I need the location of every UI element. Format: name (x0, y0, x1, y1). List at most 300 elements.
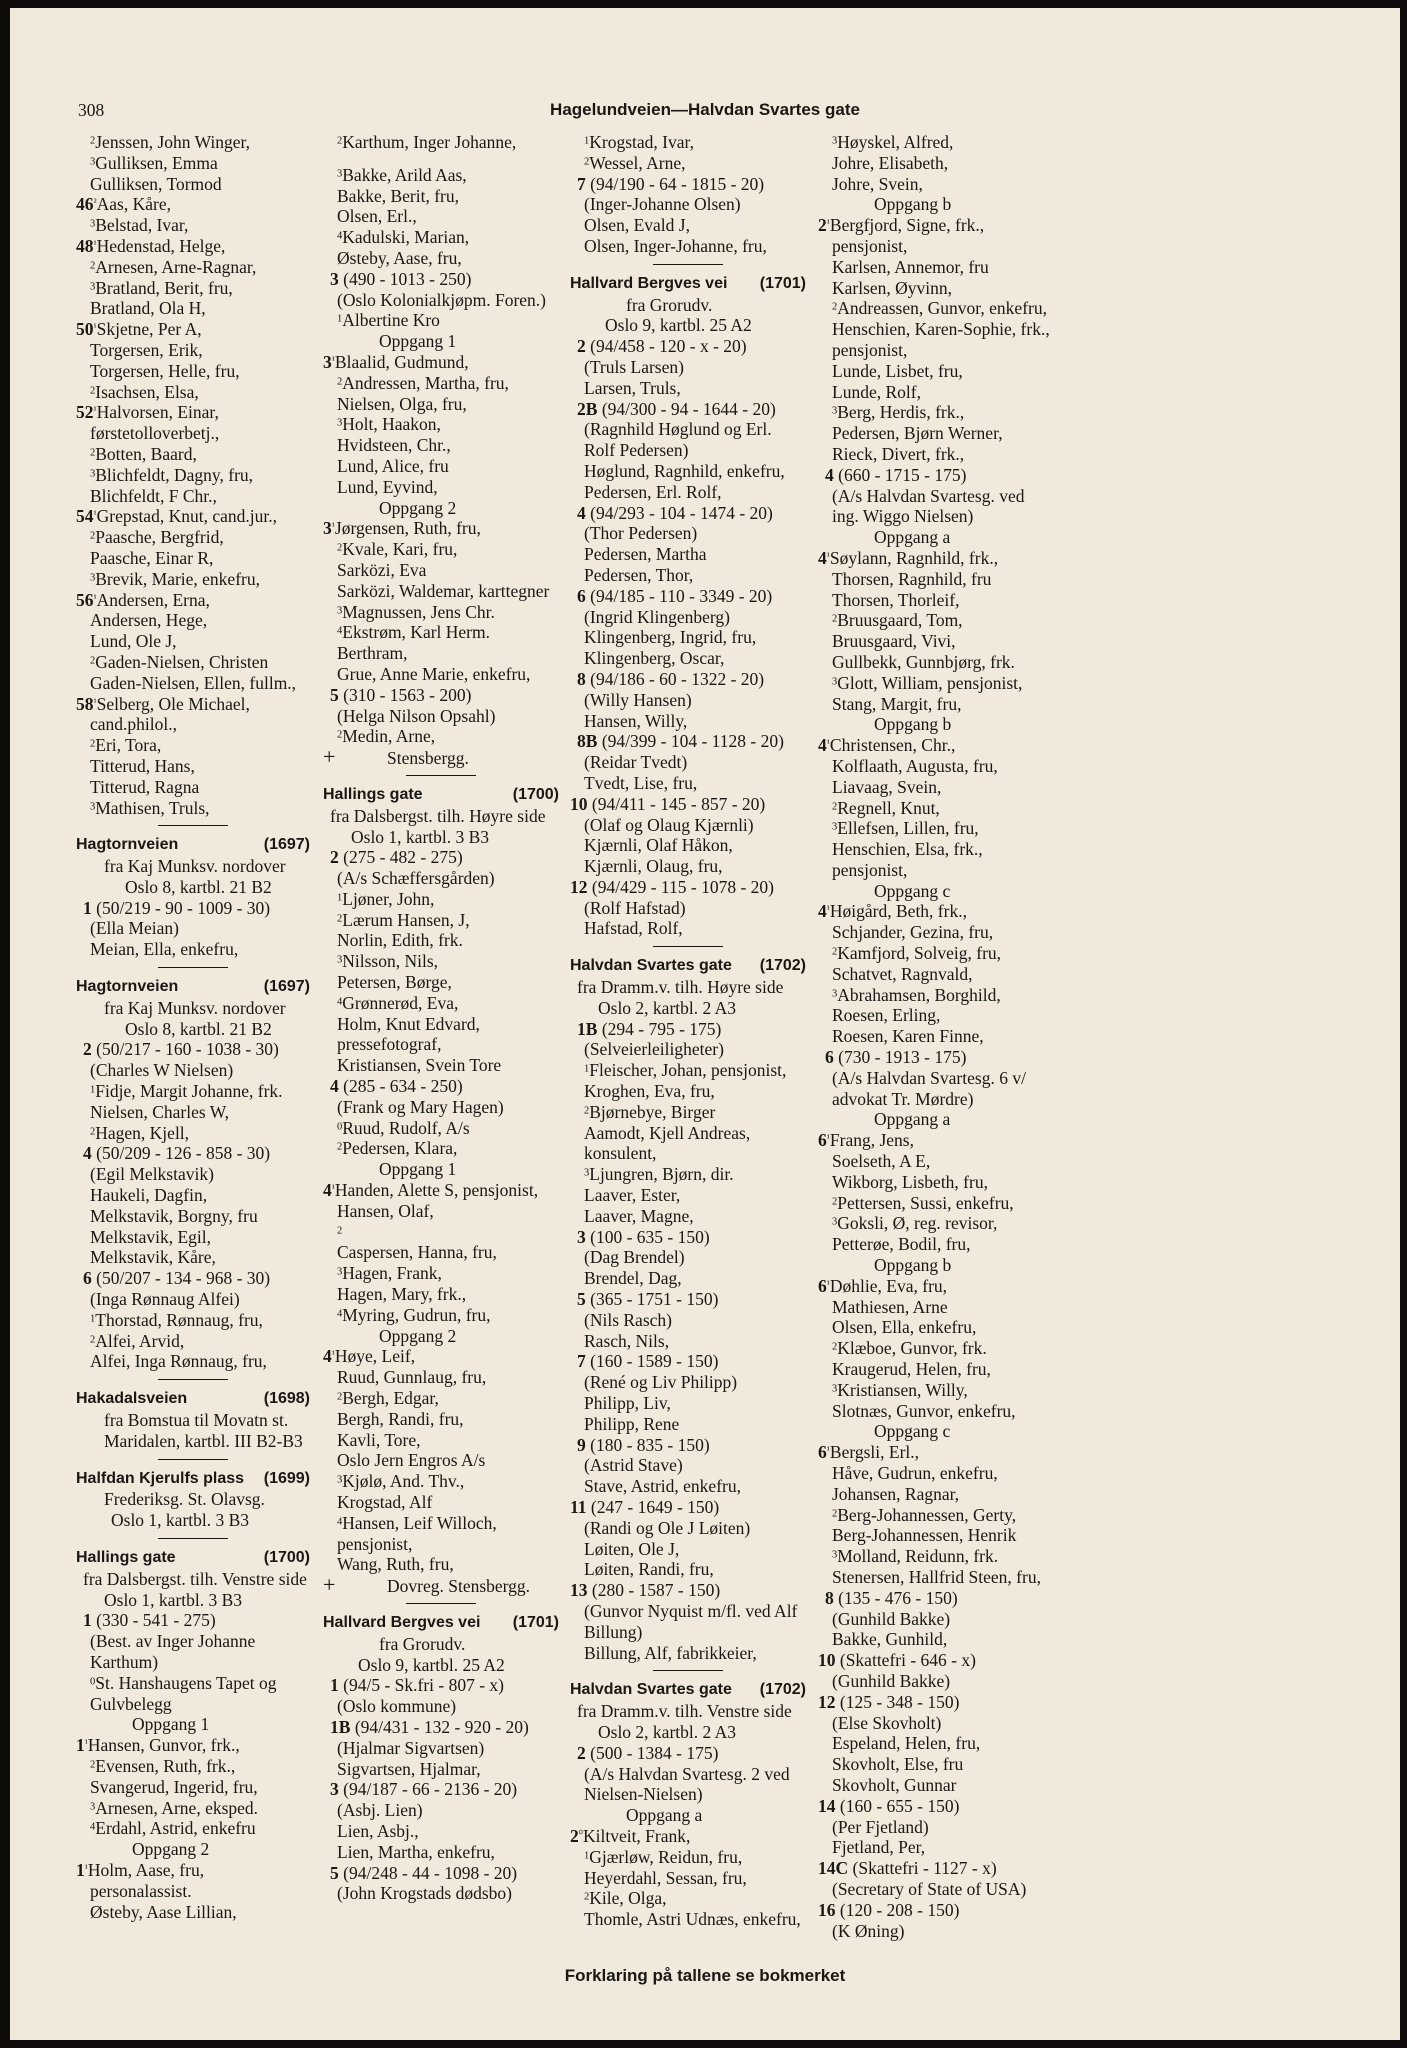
entry-text: Albertine Kro (342, 310, 440, 331)
directory-line (570, 794, 806, 815)
entry-text: Lunde, Rolf, (832, 381, 921, 402)
directory-line (323, 414, 559, 435)
entry-text: St. Hanshaugens Tapet og (95, 1672, 277, 1693)
directory-line (323, 1696, 559, 1717)
entry-text: Holt, Haakon, (342, 414, 441, 435)
directory-line (570, 856, 806, 877)
house-number: 3 (323, 351, 332, 372)
directory-line (76, 1351, 310, 1372)
entry-text: Brevik, Marie, enkefru, (95, 568, 260, 589)
entry-text: Torgersen, Erik, (90, 339, 203, 360)
entry-text: (50/217 - 160 - 1038 - 30) (96, 1039, 279, 1060)
entry-text: Berthram, (337, 643, 408, 664)
directory-line (570, 1227, 806, 1248)
directory-line (76, 298, 310, 319)
entry-text: Oppgang b (874, 1255, 952, 1276)
entry-text: Oslo 1, kartbl. 3 B3 (104, 1589, 243, 1610)
floor-number: ¹ (93, 592, 97, 604)
entry-text: Goksli, Ø, reg. revisor, (837, 1213, 998, 1234)
entry-text: (500 - 1384 - 175) (590, 1742, 719, 1763)
entry-text: Philipp, Liv, (584, 1393, 671, 1414)
directory-line (76, 939, 310, 960)
directory-line (76, 777, 310, 798)
street-name: Hagtornveien (76, 978, 179, 996)
directory-line (818, 1109, 1064, 1130)
entry-text: Bergsli, Erl., (829, 1442, 920, 1463)
house-number: 2 (577, 1742, 591, 1763)
directory-line (76, 1881, 310, 1902)
street-heading (570, 956, 806, 977)
entry-text: Berg-Johannessen, Henrik (832, 1525, 1017, 1546)
entry-text: cand.philol., (90, 714, 177, 735)
directory-line (323, 1034, 559, 1055)
entry-text: Myring, Gudrun, fru, (342, 1304, 491, 1325)
directory-line (818, 298, 1064, 319)
directory-line (818, 1484, 1064, 1505)
directory-line (323, 910, 559, 931)
directory-line (323, 456, 559, 477)
directory-line (818, 569, 1064, 590)
directory-line (76, 1569, 310, 1590)
directory-line (323, 310, 559, 331)
directory-line (570, 752, 806, 773)
house-number: 2 (577, 336, 591, 357)
directory-line (76, 1694, 310, 1715)
floor-number: 2 (90, 260, 96, 272)
directory-line (570, 1123, 806, 1144)
house-number: 6 (818, 1442, 827, 1463)
entry-text: Berg, Herdis, frk., (837, 402, 965, 423)
directory-line (323, 1634, 559, 1655)
directory-line (76, 1510, 310, 1531)
street-name: Hallvard Bergves vei (570, 274, 728, 292)
directory-line (570, 669, 806, 690)
directory-line (76, 1431, 310, 1452)
entry-text: Skjetne, Per A, (96, 319, 202, 340)
entry-text: Mathisen, Truls, (95, 797, 210, 818)
entry-text: Hvidsteen, Chr., (337, 435, 451, 456)
entry-text: Stenersen, Hallfrid Steen, fru, (832, 1566, 1041, 1587)
entry-text: Grue, Anne Marie, enkefru, (337, 663, 531, 684)
entry-text: (Thor Pedersen) (584, 523, 698, 544)
entry-text: Løiten, Ole J, (584, 1538, 680, 1559)
directory-line (323, 1513, 559, 1534)
entry-text: Torgersen, Helle, fru, (90, 360, 240, 381)
directory-line (570, 215, 806, 236)
house-number: 12 (818, 1691, 840, 1712)
directory-line (818, 964, 1064, 985)
directory-line (323, 1450, 559, 1471)
directory-line (76, 1331, 310, 1352)
entry-text: (94/5 - Sk.fri - 807 - x) (343, 1675, 505, 1696)
directory-line (818, 1692, 1064, 1713)
directory-line (570, 336, 806, 357)
floor-number: 2 (90, 447, 96, 459)
directory-line (570, 357, 806, 378)
entry-text: Tvedt, Lise, fru, (584, 772, 698, 793)
directory-line (76, 1860, 310, 1881)
floor-number: 1 (90, 1084, 96, 1096)
floor-number: 2 (337, 1141, 343, 1153)
entry-text: Belstad, Ivar, (95, 215, 189, 236)
directory-line (818, 1525, 1064, 1546)
directory-line (323, 435, 559, 456)
house-number: 9 (577, 1434, 591, 1455)
entry-text: Roesen, Erling, (832, 1005, 941, 1026)
entry-text: Oslo 2, kartbl. 2 A3 (598, 1721, 737, 1742)
entry-text: Nielsen, Charles W, (90, 1101, 230, 1122)
directory-line (323, 248, 559, 269)
entry-text: Thorsen, Thorleif, (832, 589, 960, 610)
entry-text: (490 - 1013 - 250) (343, 268, 472, 289)
directory-line (323, 1076, 559, 1097)
entry-text: Bakke, Arild Aas, (342, 164, 467, 185)
directory-line (323, 951, 559, 972)
entry-text: (94/187 - 66 - 2136 - 20) (343, 1779, 518, 1800)
directory-line (323, 1326, 559, 1347)
house-number: 8B (577, 731, 602, 752)
directory-line (818, 1505, 1064, 1526)
entry-text: Thorsen, Ragnhild, fru (832, 568, 992, 589)
directory-line (818, 1650, 1064, 1671)
floor-number: 4 (337, 625, 343, 637)
street-code: (1701) (759, 274, 806, 292)
entry-text: Grønnerød, Eva, (342, 992, 459, 1013)
street-code: (1697) (263, 836, 310, 854)
directory-line (818, 194, 1064, 215)
floor-number: ¹ (826, 904, 830, 916)
entry-text: Alfei, Arvid, (95, 1330, 185, 1351)
entry-text: Bergfjord, Signe, frk., (829, 215, 985, 236)
house-number: 1B (577, 1018, 602, 1039)
directory-line (570, 1102, 806, 1123)
entry-text: (Selveierleiligheter) (584, 1039, 724, 1060)
directory-line (570, 153, 806, 174)
entry-text: Oslo 9, kartbl. 25 A2 (605, 315, 752, 336)
entry-text: Oppgang 1 (379, 1159, 457, 1180)
entry-text: Kjølø, And. Thv., (342, 1471, 465, 1492)
house-number: 5 (330, 1862, 344, 1883)
street-name: Halvdan Svartes gate (570, 1681, 732, 1699)
entry-text: Petterøe, Bodil, fru, (832, 1234, 971, 1255)
entry-text: Oppgang a (874, 527, 951, 548)
directory-line (570, 627, 806, 648)
entry-text: Pedersen, Erl. Rolf, (584, 481, 722, 502)
entry-text: konsulent, (584, 1143, 657, 1164)
entry-text: (A/s Halvdan Svartesg. 6 v/ (832, 1067, 1026, 1088)
directory-line (570, 565, 806, 586)
entry-text: (Reidar Tvedt) (584, 752, 688, 773)
entry-text: Wessel, Arne, (589, 152, 686, 173)
entry-text: (Ragnhild Høglund og Erl. (584, 419, 772, 440)
directory-line (570, 1206, 806, 1227)
text-column-1 (76, 132, 310, 1922)
directory-line (76, 652, 310, 673)
directory-line (818, 631, 1064, 652)
directory-line (323, 1655, 559, 1676)
directory-line (818, 610, 1064, 631)
directory-line (818, 548, 1064, 569)
directory-line (818, 402, 1064, 423)
street-name: Hallvard Bergves vei (323, 1613, 481, 1631)
entry-text: Wang, Ruth, fru, (337, 1554, 454, 1575)
directory-line (818, 1629, 1064, 1650)
directory-line (323, 1388, 559, 1409)
floor-number: ¹ (331, 521, 335, 533)
entry-text: (Oslo kommune) (337, 1696, 457, 1717)
entry-text: (160 - 655 - 150) (839, 1795, 960, 1816)
floor-number: 4 (337, 230, 343, 242)
entry-text: (125 - 348 - 150) (839, 1691, 960, 1712)
entry-text: Larsen, Truls, (584, 377, 681, 398)
entry-text: Kvale, Kari, fru, (342, 539, 458, 560)
entry-text: Magnussen, Jens Chr. (342, 601, 495, 622)
directory-line (818, 1026, 1064, 1047)
directory-line (323, 1738, 559, 1759)
directory-line (570, 1580, 806, 1601)
entry-text: Henschien, Elsa, frk., (832, 839, 983, 860)
floor-number: 3 (337, 604, 343, 616)
entry-text: Ekstrøm, Karl Herm. (342, 622, 490, 643)
house-number: 4 (818, 901, 827, 922)
directory-line (570, 1393, 806, 1414)
entry-text: Ljungren, Bjørn, dir. (589, 1164, 734, 1185)
directory-line (76, 153, 310, 174)
house-number: 3 (330, 268, 344, 289)
directory-line (76, 1735, 310, 1756)
directory-line (818, 673, 1064, 694)
entry-text: (Astrid Stave) (584, 1455, 683, 1476)
entry-text: Frederiksg. St. Olavsg. (104, 1489, 265, 1510)
entry-text: (660 - 1715 - 175) (838, 464, 967, 485)
entry-text: (John Krogstads dødsbo) (337, 1883, 512, 1904)
entry-text: Oslo 8, kartbl. 21 B2 (125, 1018, 272, 1039)
entry-text: (Asbj. Lien) (337, 1800, 423, 1821)
directory-line (323, 602, 559, 623)
entry-text: Melkstavik, Borgny, fru (90, 1205, 258, 1226)
entry-text: Pedersen, Thor, (584, 564, 694, 585)
directory-line (570, 1289, 806, 1310)
directory-line (818, 1921, 1064, 1942)
entry-text: Alfei, Inga Rønnaug, fru, (90, 1351, 267, 1372)
house-number: 1 (83, 897, 97, 918)
house-number: 4 (818, 735, 827, 756)
directory-line (818, 1359, 1064, 1380)
directory-line (818, 1213, 1064, 1234)
directory-line (570, 1539, 806, 1560)
directory-line (76, 694, 310, 715)
entry-text: Sarközi, Eva (337, 559, 427, 580)
floor-number: 3 (337, 1474, 343, 1486)
directory-line (818, 1047, 1064, 1068)
text-column-4 (818, 132, 1064, 1941)
section-divider (406, 1603, 476, 1604)
entry-text: Hansen, Olaf, (337, 1200, 434, 1221)
entry-text: (Else Skovholt) (832, 1712, 942, 1733)
house-number: 10 (570, 793, 592, 814)
directory-line (76, 1756, 310, 1777)
directory-line (76, 548, 310, 569)
directory-line (323, 373, 559, 394)
directory-line (76, 194, 310, 215)
directory-line (570, 399, 806, 420)
house-number: 50 (76, 319, 94, 340)
entry-text: (Oslo Kolonialkjøpm. Foren.) (337, 289, 547, 310)
floor-number: ¹ (93, 696, 97, 708)
entry-text: Høigård, Beth, frk., (829, 901, 967, 922)
directory-line (570, 1185, 806, 1206)
directory-line (818, 1588, 1064, 1609)
directory-line (323, 352, 559, 373)
floor-number: ¹ (84, 1738, 88, 1750)
directory-line (323, 930, 559, 951)
directory-line (570, 1351, 806, 1372)
entry-text: Karthum, Inger Johanne, (342, 132, 517, 152)
entry-text: Rieck, Divert, frk., (832, 443, 965, 464)
entry-text: Wikborg, Lisbeth, fru, (832, 1171, 988, 1192)
directory-line (76, 1410, 310, 1431)
directory-line (323, 1821, 559, 1842)
house-number: 2 (330, 847, 344, 868)
floor-number: 4 (337, 1516, 343, 1528)
directory-line (76, 918, 310, 939)
entry-text: Gjærløw, Reidun, fru, (589, 1846, 743, 1867)
directory-line (818, 1671, 1064, 1692)
floor-number: 2 (90, 1125, 96, 1137)
floor-number: 3 (90, 572, 96, 584)
text-column-3 (570, 132, 806, 1930)
directory-line (818, 444, 1064, 465)
directory-line (76, 590, 310, 611)
entry-text: fra Dalsbergst. tilh. Venstre side (83, 1568, 307, 1589)
entry-text: Lien, Martha, enkefru, (337, 1841, 495, 1862)
entry-text: Botten, Baard, (95, 443, 197, 464)
entry-text: (365 - 1751 - 150) (590, 1289, 719, 1310)
directory-line (570, 1847, 806, 1868)
directory-line (323, 1014, 559, 1035)
directory-line (76, 610, 310, 631)
entry-text: Bratland, Berit, fru, (95, 277, 233, 298)
entry-text: (247 - 1649 - 150) (590, 1497, 720, 1517)
section-divider (158, 967, 228, 968)
directory-line (323, 1180, 559, 1201)
entry-text: Bakke, Gunhild, (832, 1629, 948, 1650)
street-heading (323, 785, 559, 806)
entry-text: Pettersen, Sussi, enkefru, (837, 1192, 1014, 1213)
house-number: 8 (825, 1587, 839, 1608)
entry-text: (94/431 - 132 - 920 - 20) (354, 1716, 529, 1737)
house-number: 4 (330, 1076, 344, 1097)
house-number: 3 (577, 1226, 591, 1247)
directory-line (818, 1172, 1064, 1193)
entry-text: (94/293 - 104 - 1474 - 20) (590, 502, 773, 523)
directory-line (818, 818, 1064, 839)
entry-text: Gulliksen, Tormod (90, 173, 222, 194)
floor-number: 0 (90, 1676, 96, 1688)
floor-number: 2 (337, 1224, 343, 1236)
entry-text: Andersen, Hege, (90, 610, 208, 631)
entry-text: Andressen, Martha, fru, (342, 372, 509, 393)
entry-text: (Skattefri - 646 - x) (839, 1650, 976, 1671)
entry-text: (Nils Rasch) (584, 1309, 672, 1330)
street-heading (570, 274, 806, 295)
directory-line (323, 1055, 559, 1076)
entry-text: (94/411 - 145 - 857 - 20) (591, 793, 766, 814)
directory-line (818, 1442, 1064, 1463)
house-number: 1 (83, 1610, 97, 1631)
directory-line (570, 1060, 806, 1081)
street-code: (1702) (759, 957, 806, 975)
house-number: 4 (323, 1180, 332, 1201)
entry-text: pensjonist, (832, 859, 908, 880)
entry-text: Meian, Ella, enkefru, (90, 939, 239, 960)
directory-line (570, 1743, 806, 1764)
directory-line (76, 236, 310, 257)
directory-line (818, 1234, 1064, 1255)
entry-text: (Helga Nilson Opsahl) (337, 705, 496, 726)
house-number: 6 (577, 585, 591, 606)
entry-text: Haukeli, Dagfin, (90, 1185, 208, 1206)
directory-line (818, 1130, 1064, 1151)
entry-text: Oslo 9, kartbl. 25 A2 (358, 1654, 505, 1675)
directory-line (570, 1164, 806, 1185)
directory-line (76, 1610, 310, 1631)
floor-number: ¹ (826, 1279, 830, 1291)
floor-number: 3 (90, 156, 96, 168)
entry-text: Christensen, Chr., (829, 735, 956, 756)
directory-line (76, 1289, 310, 1310)
directory-line (76, 1247, 310, 1268)
entry-text: Kjærnli, Olaug, fru, (584, 856, 723, 877)
directory-line (570, 998, 806, 1019)
entry-text: Nielsen-Nielsen) (584, 1784, 703, 1805)
junction-marker: + (323, 1572, 336, 1598)
entry-text: Lund, Ole J, (90, 631, 177, 652)
floor-number: 4 (337, 996, 343, 1008)
entry-text: (Randi og Ole J Løiten) (584, 1517, 751, 1538)
entry-text: Handen, Alette S, pensjonist, (334, 1180, 539, 1201)
entry-text: Kolflaath, Augusta, fru, (832, 755, 998, 776)
entry-text: (A/s Halvdan Svartesg. ved (832, 485, 1025, 506)
house-number: 14 (818, 1795, 840, 1816)
directory-line (76, 278, 310, 299)
entry-text: Søylann, Ragnhild, frk., (829, 547, 999, 568)
directory-line (570, 1476, 806, 1497)
entry-text: Johre, Svein, (832, 173, 923, 194)
entry-text: Høye, Leif, (334, 1346, 416, 1367)
entry-text: Bjørnebye, Birger (589, 1101, 716, 1122)
entry-text: Oppgang 2 (379, 1325, 457, 1346)
entry-text: Håve, Gudrun, enkefru, (832, 1463, 998, 1483)
street-name: Hagtornveien (76, 836, 179, 854)
floor-number: 1 (584, 135, 590, 147)
footer-note: Forklaring på tallene se bokmerket (564, 1966, 846, 1985)
entry-text: Ellefsen, Lillen, fru, (837, 818, 979, 839)
directory-line (818, 1401, 1064, 1422)
entry-text: (310 - 1563 - 200) (343, 684, 472, 705)
entry-text: Kavli, Tore, (337, 1429, 421, 1450)
directory-line (76, 402, 310, 423)
directory-line (570, 194, 806, 215)
directory-line (76, 714, 310, 735)
entry-text: Bruusgaard, Vivi, (832, 631, 956, 652)
directory-line (818, 860, 1064, 881)
directory-line (76, 486, 310, 507)
entry-text: Schjander, Gezina, fru, (832, 922, 994, 943)
directory-line (570, 731, 806, 752)
entry-text: Grepstad, Knut, cand.jur., (96, 506, 277, 527)
street-name: Hallings gate (323, 785, 423, 803)
